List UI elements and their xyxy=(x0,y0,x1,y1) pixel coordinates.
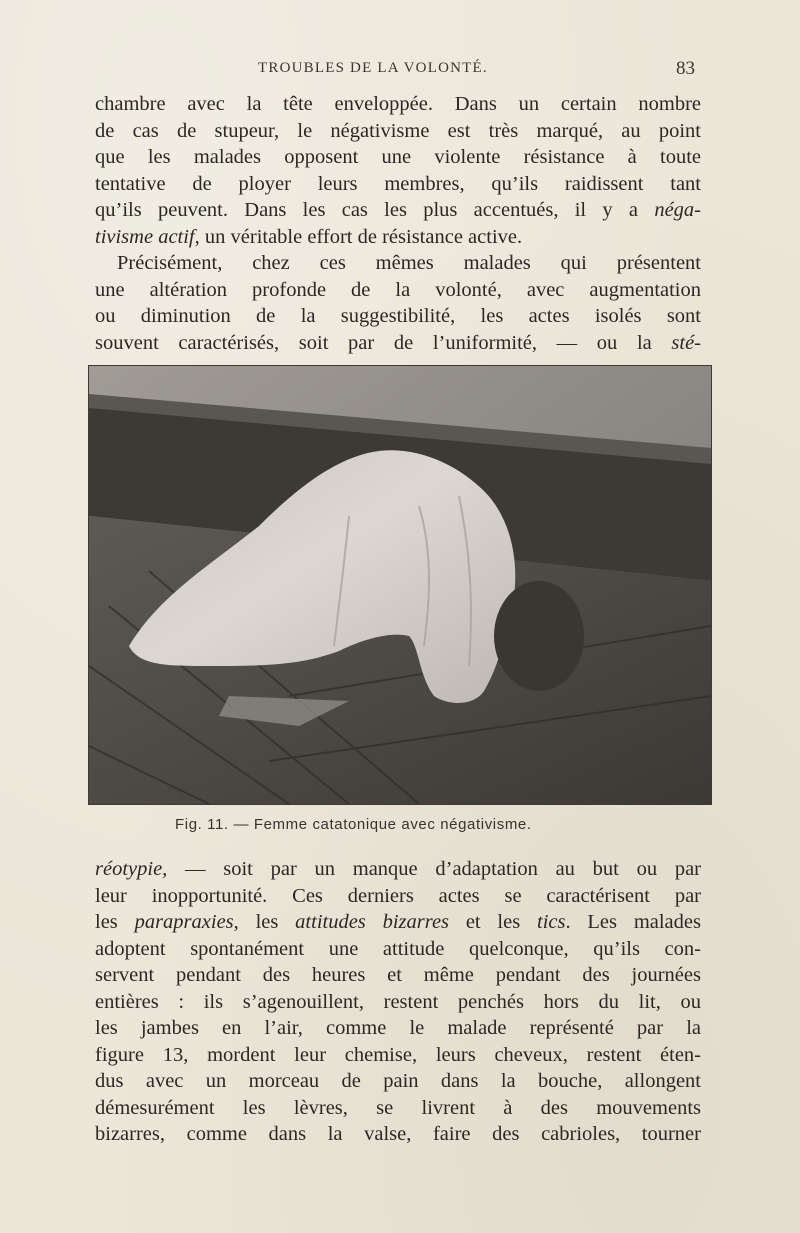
text-segment: , les xyxy=(233,911,296,933)
text-line xyxy=(95,330,701,357)
text-line: servent pendant des heures et même pendant des journées xyxy=(95,964,701,986)
text-line: dus avec un morceau de pain dans la bouche, allongent xyxy=(95,1070,701,1092)
text-line: bizarres, comme dans la valse, faire des cabrioles, tourner xyxy=(95,1123,701,1145)
text-segment: , un véritable effort de résistance active. xyxy=(194,225,523,248)
text-segment: . Les malades xyxy=(565,911,701,933)
text-line: ou diminution de la suggestibilité, les actes isolés sont xyxy=(95,305,701,327)
text-line: Précisément, chez ces mêmes malades qui présentent xyxy=(117,252,701,274)
text-line: démesurément les lèvres, se livrent à des mouvements xyxy=(95,1096,701,1119)
text-line: de cas de stupeur, le négativisme est très marqué, au point xyxy=(95,119,701,142)
text-line: adoptent spontanément une attitude quelconque, qu’ils con- xyxy=(95,937,701,960)
text-segment: les xyxy=(95,911,135,933)
figure-caption: Fig. 11. — Femme catatonique avec négativisme. xyxy=(175,816,532,833)
paragraph-top xyxy=(95,91,701,356)
paragraph-bottom xyxy=(95,856,701,1148)
text-segment: et les xyxy=(449,911,538,933)
photo-catatonic-woman xyxy=(89,366,711,804)
text-line: tentative de ployer leurs membres, qu’ils raidissent tant xyxy=(95,172,701,195)
running-title: TROUBLES DE LA VOLONTÉ. xyxy=(258,60,488,76)
text-line: entières : ils s’agenouillent, restent penchés hors du lit, ou xyxy=(95,990,701,1013)
text-segment: — soit par un manque d’adaptation au but ou par xyxy=(167,858,701,880)
text-line: que les malades opposent une violente résistance à toute xyxy=(95,146,701,168)
text-segment: qu’ils peuvent. Dans les cas les plus accentués, il y a xyxy=(95,199,655,221)
italic-term: attitudes bizarres xyxy=(295,911,450,933)
italic-term: parapraxies xyxy=(134,911,234,933)
text-line: une altération profonde de la volonté, avec augmentation xyxy=(95,278,701,301)
italic-term: tivisme actif xyxy=(95,225,195,248)
page-number: 83 xyxy=(676,58,695,79)
italic-term: sté- xyxy=(671,331,701,354)
text-line: chambre avec la tête enveloppée. Dans un certain nombre xyxy=(95,93,701,115)
text-line xyxy=(95,909,701,936)
italic-term: néga- xyxy=(654,199,701,221)
text-segment: souvent caractérisés, soit par de l’uniformité, — ou la xyxy=(95,331,672,354)
text-line: leur inopportunité. Ces derniers actes se caractérisent par xyxy=(95,884,701,907)
text-line xyxy=(95,197,701,224)
figure-photograph xyxy=(88,365,712,805)
text-line xyxy=(95,224,701,251)
text-line: les jambes en l’air, comme le malade représenté par la xyxy=(95,1017,701,1039)
italic-term: réotypie, xyxy=(95,858,168,880)
text-line: figure 13, mordent leur chemise, leurs cheveux, restent éten- xyxy=(95,1043,701,1066)
text-line xyxy=(95,856,701,883)
italic-term: tics xyxy=(537,911,566,933)
